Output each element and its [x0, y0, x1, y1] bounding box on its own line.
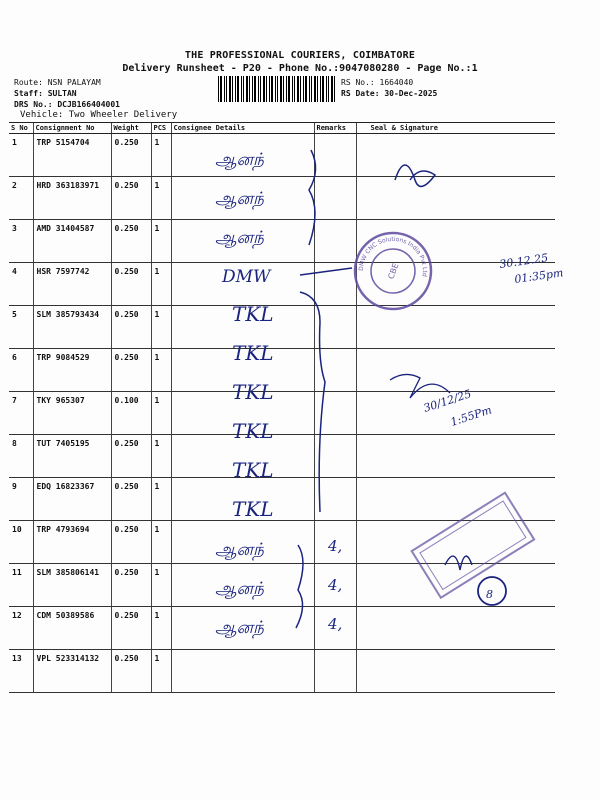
- rs-date-label: RS Date: 30-Dec-2025: [341, 89, 438, 98]
- sno-cell: 13: [9, 650, 33, 693]
- remarks-cell: [314, 435, 356, 478]
- table-row: [9, 435, 555, 478]
- seal-cell: [356, 564, 555, 607]
- consignment-cell: HRD 363183971: [33, 177, 111, 220]
- consignment-cell: TKY 965307: [33, 392, 111, 435]
- consignee-cell: [171, 564, 314, 607]
- consignment-cell: EDQ 16823367: [33, 478, 111, 521]
- table-row: [9, 220, 555, 263]
- consignment-cell: SLM 385806141: [33, 564, 111, 607]
- col-consignment: Consignment No: [33, 123, 111, 134]
- rs-no-label: RS No.: 1664040: [341, 78, 414, 87]
- pcs-cell: 1: [151, 521, 171, 564]
- weight-cell: 0.250: [111, 607, 151, 650]
- sno-cell: 12: [9, 607, 33, 650]
- remarks-cell: [314, 220, 356, 263]
- sno-cell: 3: [9, 220, 33, 263]
- table-row: [9, 349, 555, 392]
- sno-cell: 1: [9, 134, 33, 177]
- consignment-cell: VPL 523314132: [33, 650, 111, 693]
- consignee-handwritten-note: DMW: [222, 267, 271, 287]
- consignment-cell: AMD 31404587: [33, 220, 111, 263]
- col-consignee: Consignee Details: [171, 123, 314, 134]
- remarks-cell: [314, 177, 356, 220]
- col-sno: S No: [9, 123, 33, 134]
- handwritten-annotation: 1:55Pm: [448, 403, 494, 429]
- remarks-cell: [314, 521, 356, 564]
- consignment-cell: CDM 50389586: [33, 607, 111, 650]
- consignee-handwritten-note: ஆனந்: [215, 618, 264, 638]
- remarks-cell: [314, 392, 356, 435]
- sno-cell: 7: [9, 392, 33, 435]
- consignee-cell: [171, 263, 314, 306]
- vehicle-label: Vehicle: Two Wheeler Delivery: [20, 110, 178, 120]
- remarks-handwritten-note: 4,: [328, 537, 343, 555]
- sno-cell: 9: [9, 478, 33, 521]
- seal-cell: [356, 607, 555, 650]
- table-row: [9, 607, 555, 650]
- barcode: [218, 76, 336, 102]
- pcs-cell: 1: [151, 177, 171, 220]
- seal-cell: [356, 478, 555, 521]
- table-row: [9, 521, 555, 564]
- handwritten-annotation: 8: [486, 588, 493, 601]
- consignee-handwritten-note: ஆனந்: [215, 540, 264, 560]
- table-row: [9, 650, 555, 693]
- remarks-cell: [314, 478, 356, 521]
- weight-cell: 0.250: [111, 134, 151, 177]
- pcs-cell: 1: [151, 435, 171, 478]
- pcs-cell: 1: [151, 564, 171, 607]
- staff-label: Staff: SULTAN: [14, 89, 77, 98]
- weight-cell: 0.250: [111, 478, 151, 521]
- table-row: [9, 564, 555, 607]
- remarks-cell: [314, 349, 356, 392]
- consignee-handwritten-note: TKL: [232, 497, 274, 521]
- consignee-cell: [171, 607, 314, 650]
- sno-cell: 6: [9, 349, 33, 392]
- handwritten-annotation: 30.12.25: [498, 251, 549, 271]
- seal-cell: [356, 177, 555, 220]
- consignment-cell: TRP 5154704: [33, 134, 111, 177]
- consignee-cell: [171, 220, 314, 263]
- consignment-cell: HSR 7597742: [33, 263, 111, 306]
- remarks-cell: [314, 564, 356, 607]
- route-label: Route: NSN PALAYAM: [14, 78, 101, 87]
- table-row: [9, 263, 555, 306]
- seal-cell: [356, 349, 555, 392]
- seal-cell: [356, 521, 555, 564]
- pcs-cell: 1: [151, 220, 171, 263]
- handwritten-annotation: 01:35pm: [513, 266, 565, 286]
- consignment-cell: TRP 9084529: [33, 349, 111, 392]
- remarks-handwritten-note: 4,: [328, 576, 343, 594]
- runsheet-table: [9, 122, 555, 693]
- table-row: [9, 478, 555, 521]
- weight-cell: 0.250: [111, 177, 151, 220]
- remarks-handwritten-note: 4,: [328, 615, 343, 633]
- pcs-cell: 1: [151, 306, 171, 349]
- consignee-cell: [171, 177, 314, 220]
- consignee-handwritten-note: TKL: [232, 341, 274, 365]
- consignment-cell: TUT 7405195: [33, 435, 111, 478]
- col-seal: Seal & Signature: [356, 123, 555, 134]
- consignee-cell: [171, 650, 314, 693]
- consignee-handwritten-note: TKL: [232, 458, 274, 482]
- seal-cell: [356, 435, 555, 478]
- svg-text:CBE: CBE: [386, 262, 401, 281]
- weight-cell: 0.250: [111, 263, 151, 306]
- consignee-handwritten-note: ஆனந்: [215, 150, 264, 170]
- consignee-cell: [171, 478, 314, 521]
- table-row: [9, 306, 555, 349]
- pcs-cell: 1: [151, 478, 171, 521]
- col-weight: Weight: [111, 123, 151, 134]
- svg-text:DMW CNC Solutions India Pvt Lt: DMW CNC Solutions India Pvt Ltd: [357, 235, 429, 278]
- pcs-cell: 1: [151, 392, 171, 435]
- seal-cell: [356, 134, 555, 177]
- consignee-handwritten-note: TKL: [232, 419, 274, 443]
- pcs-cell: 1: [151, 263, 171, 306]
- remarks-cell: [314, 263, 356, 306]
- consignee-cell: [171, 349, 314, 392]
- table-row: [9, 177, 555, 220]
- consignee-handwritten-note: TKL: [232, 380, 274, 404]
- consignee-cell: [171, 392, 314, 435]
- consignee-cell: [171, 306, 314, 349]
- sno-cell: 8: [9, 435, 33, 478]
- consignment-cell: SLM 385793434: [33, 306, 111, 349]
- table-row: [9, 392, 555, 435]
- pcs-cell: 1: [151, 134, 171, 177]
- seal-cell: [356, 263, 555, 306]
- remarks-cell: [314, 306, 356, 349]
- weight-cell: 0.250: [111, 650, 151, 693]
- weight-cell: 0.250: [111, 435, 151, 478]
- sno-cell: 4: [9, 263, 33, 306]
- weight-cell: 0.250: [111, 306, 151, 349]
- weight-cell: 0.100: [111, 392, 151, 435]
- weight-cell: 0.250: [111, 521, 151, 564]
- drs-label: DRS No.: DCJB166404001: [14, 100, 120, 109]
- weight-cell: 0.250: [111, 564, 151, 607]
- seal-cell: [356, 306, 555, 349]
- sno-cell: 11: [9, 564, 33, 607]
- sno-cell: 2: [9, 177, 33, 220]
- sno-cell: 10: [9, 521, 33, 564]
- consignee-cell: [171, 435, 314, 478]
- remarks-cell: [314, 134, 356, 177]
- table-header-row: [9, 123, 555, 134]
- col-pcs: PCS: [151, 123, 171, 134]
- handwritten-annotation: 30/12/25: [421, 387, 473, 415]
- seal-cell: [356, 220, 555, 263]
- consignee-handwritten-note: ஆனந்: [215, 579, 264, 599]
- weight-cell: 0.250: [111, 349, 151, 392]
- table-row: [9, 134, 555, 177]
- pcs-cell: 1: [151, 607, 171, 650]
- consignee-handwritten-note: ஆனந்: [215, 189, 264, 209]
- consignee-cell: [171, 134, 314, 177]
- company-title: THE PROFESSIONAL COURIERS, COIMBATORE: [184, 50, 416, 61]
- runsheet-subtitle: Delivery Runsheet - P20 - Phone No.:9047080280 - Page No.:1: [122, 63, 478, 74]
- remarks-cell: [314, 607, 356, 650]
- seal-cell: [356, 392, 555, 435]
- consignee-cell: [171, 521, 314, 564]
- consignee-handwritten-note: ஆனந்: [215, 228, 264, 248]
- consignment-cell: TRP 4793694: [33, 521, 111, 564]
- remarks-cell: [314, 650, 356, 693]
- seal-cell: [356, 650, 555, 693]
- pcs-cell: 1: [151, 349, 171, 392]
- weight-cell: 0.250: [111, 220, 151, 263]
- consignee-handwritten-note: TKL: [232, 302, 274, 326]
- sno-cell: 5: [9, 306, 33, 349]
- col-remarks: Remarks: [314, 123, 356, 134]
- pcs-cell: 1: [151, 650, 171, 693]
